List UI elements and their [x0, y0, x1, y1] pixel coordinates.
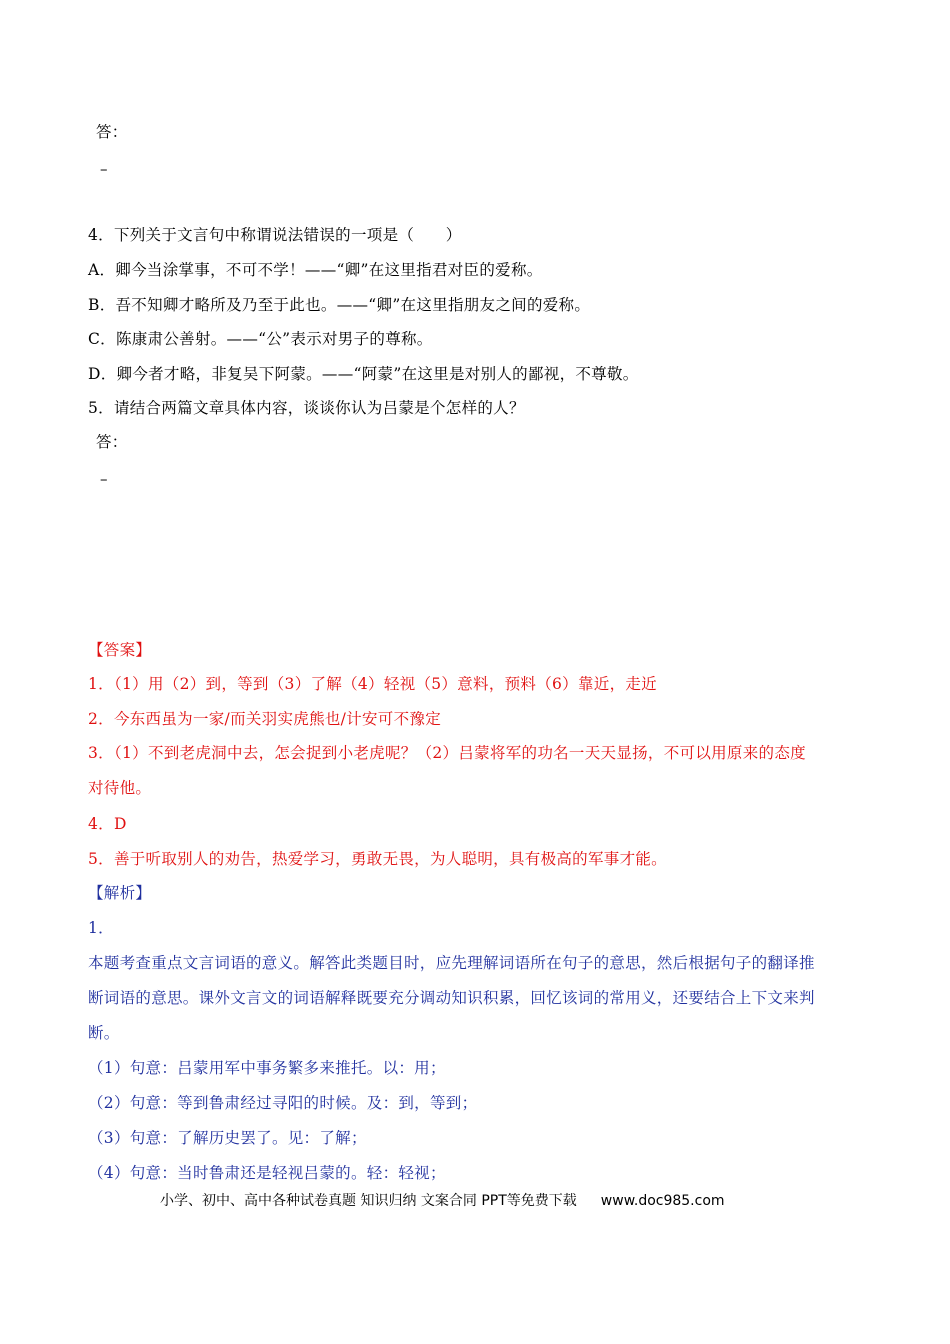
answer-label: 答：	[96, 123, 128, 141]
answer-heading: 【答案】	[88, 641, 152, 659]
analysis-item-1: （1）句意：吕蒙用军中事务繁多来推托。以：用；	[88, 1059, 446, 1077]
analysis-paragraph-line: 断词语的意思。课外文言文的词语解释既要充分调动知识积累，回忆该词的常用义，还要结合上下文来判	[88, 989, 815, 1007]
answer-5: 5．善于听取别人的劝告，热爱学习，勇敢无畏，为人聪明，具有极高的军事才能。	[88, 850, 667, 868]
question-4-option-a: A．卿今当涂掌事，不可不学！——“卿”在这里指君对臣的爱称。	[88, 261, 543, 279]
analysis-item-3: （3）句意：了解历史罢了。见：了解；	[88, 1129, 367, 1147]
analysis-number: 1．	[88, 919, 114, 937]
analysis-item-4: （4）句意：当时鲁肃还是轻视吕蒙的。轻：轻视；	[88, 1164, 446, 1182]
page-footer	[160, 1190, 725, 1210]
answer-3: 3．（1）不到老虎洞中去，怎会捉到小老虎呢？（2）吕蒙将军的功名一天天显扬，不可以用原来的态度	[88, 744, 806, 762]
analysis-paragraph-line: 本题考查重点文言词语的意义。解答此类题目时，应先理解词语所在句子的意思，然后根据句子的翻译推	[88, 954, 815, 972]
question-4-option-c: C．陈康肃公善射。——“公”表示对男子的尊称。	[88, 330, 433, 348]
question-4-option-b: B．吾不知卿才略所及乃至于此也。——“卿”在这里指朋友之间的爱称。	[88, 296, 591, 314]
question-4-stem: 4．下列关于文言句中称谓说法错误的一项是（ ）	[88, 226, 462, 244]
answer-2: 2．今东西虽为一家/而关羽实虎熊也/计安可不豫定	[88, 710, 442, 728]
analysis-heading: 【解析】	[88, 884, 152, 902]
answer-1: 1．（1）用（2）到，等到（3）了解（4）轻视（5）意料，预料（6）靠近，走近	[88, 675, 657, 693]
answer-4: 4．D	[88, 815, 127, 833]
footer-url[interactable]: www.doc985.com	[600, 1193, 725, 1209]
footer-text: 小学、初中、高中各种试卷真题 知识归纳 文案合同 PPT等免费下载	[160, 1193, 577, 1209]
question-4-option-d: D．卿今者才略，非复吴下阿蒙。——“阿蒙”在这里是对别人的鄙视，不尊敬。	[88, 365, 639, 383]
analysis-paragraph-line: 断。	[88, 1024, 120, 1042]
analysis-item-2: （2）句意：等到鲁肃经过寻阳的时候。及：到，等到；	[88, 1094, 478, 1112]
answer-label: 答：	[96, 433, 128, 451]
answer-3-continued: 对待他。	[88, 779, 152, 797]
question-5-stem: 5．请结合两篇文章具体内容，谈谈你认为吕蒙是个怎样的人？	[88, 399, 525, 417]
answer-blank: –	[100, 470, 108, 488]
answer-blank: –	[100, 160, 108, 178]
